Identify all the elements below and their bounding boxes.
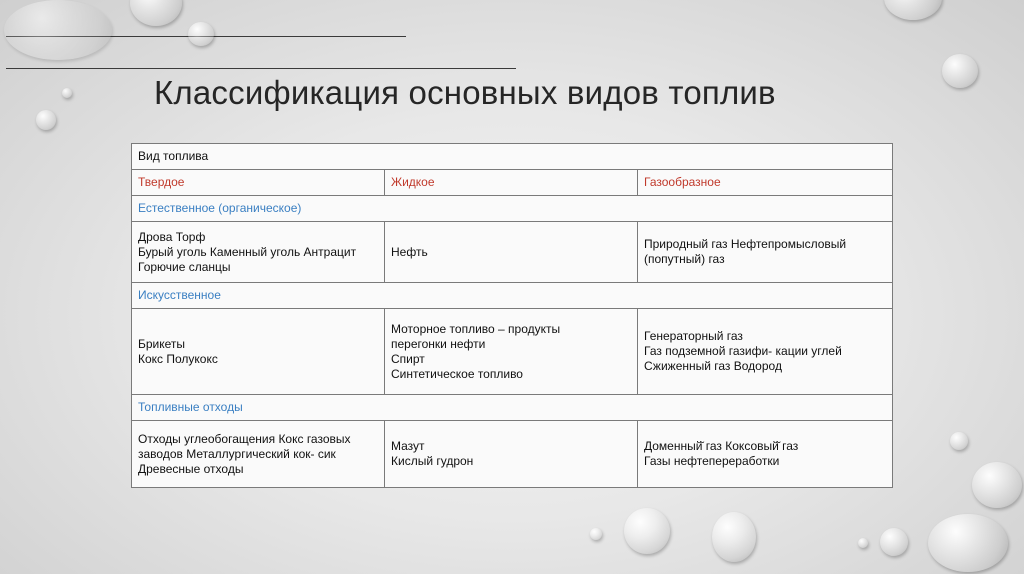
section-row <box>132 283 893 309</box>
table-cell <box>132 421 385 488</box>
table-header-cell: Вид топлива <box>132 144 893 170</box>
water-drop <box>880 528 908 556</box>
cell-line: Горючие сланцы <box>138 259 231 274</box>
fuel-classification-table <box>131 143 893 488</box>
water-drop <box>942 54 978 88</box>
table-cell <box>638 222 893 283</box>
table-cell <box>638 421 893 488</box>
table-cell <box>132 309 385 395</box>
cell-line: Отходы углеобогащения Кокс газовых <box>138 431 351 446</box>
water-drop <box>4 0 112 60</box>
section-label: Искусственное <box>132 283 893 309</box>
table-cell <box>638 309 893 395</box>
cell-line: Генераторный газ <box>644 329 743 343</box>
cell-line: Кокс Полукокс <box>138 351 218 366</box>
cell-line: Доменный̆ газ Коксовый̆ газ <box>644 439 799 453</box>
decor-line <box>6 68 516 69</box>
section-row <box>132 196 893 222</box>
water-drop <box>884 0 942 20</box>
cell-line: Моторное топливо – продукты <box>391 321 561 336</box>
table-header-row <box>132 144 893 170</box>
slide-title: Классификация основных видов топлив <box>154 74 776 111</box>
water-drop <box>62 88 72 98</box>
cell-line: Дрова Торф <box>138 229 206 244</box>
table-row <box>132 309 893 395</box>
table-cell <box>132 222 385 283</box>
table-cell <box>385 421 638 488</box>
water-drop <box>130 0 182 26</box>
column-header-liquid: Жидкое <box>385 170 638 196</box>
cell-line: Газ подземной газифи- кации углей <box>644 344 842 358</box>
table-cell <box>385 222 638 283</box>
cell-line: Древесные отходы <box>138 461 244 476</box>
cell-line: Кислый гудрон <box>391 454 474 468</box>
cell-line: Спирт <box>391 351 425 366</box>
cell-line: перегонки нефти <box>391 336 486 351</box>
table-row <box>132 222 893 283</box>
column-header-row <box>132 170 893 196</box>
section-row <box>132 395 893 421</box>
cell-line: Брикеты <box>138 336 186 351</box>
water-drop <box>950 432 968 450</box>
table-row <box>132 421 893 488</box>
column-header-gaseous: Газообразное <box>638 170 893 196</box>
cell-line: Мазут <box>391 439 425 453</box>
section-label: Топливные отходы <box>132 395 893 421</box>
cell-line: Природный газ Нефтепромысловый <box>644 237 847 251</box>
cell-line: Бурый уголь Каменный уголь Антрацит <box>138 244 357 259</box>
water-drop <box>972 462 1022 508</box>
cell-line: Синтетическое топливо <box>391 366 523 381</box>
water-drop <box>858 538 868 548</box>
water-drop <box>928 514 1008 572</box>
water-drop <box>624 508 670 554</box>
water-drop <box>712 512 756 562</box>
cell-line: Нефть <box>391 244 428 259</box>
column-header-solid: Твердое <box>132 170 385 196</box>
table-cell <box>385 309 638 395</box>
cell-line: Газы нефтепереработки <box>644 454 780 468</box>
cell-line: (попутный) газ <box>644 252 725 266</box>
section-label: Естественное (органическое) <box>132 196 893 222</box>
water-drop <box>590 528 602 540</box>
cell-line: заводов Металлургический кок- сик <box>138 446 336 461</box>
cell-line: Сжиженный газ Водород <box>644 359 782 373</box>
water-drop <box>188 22 214 46</box>
water-drop <box>36 110 56 130</box>
